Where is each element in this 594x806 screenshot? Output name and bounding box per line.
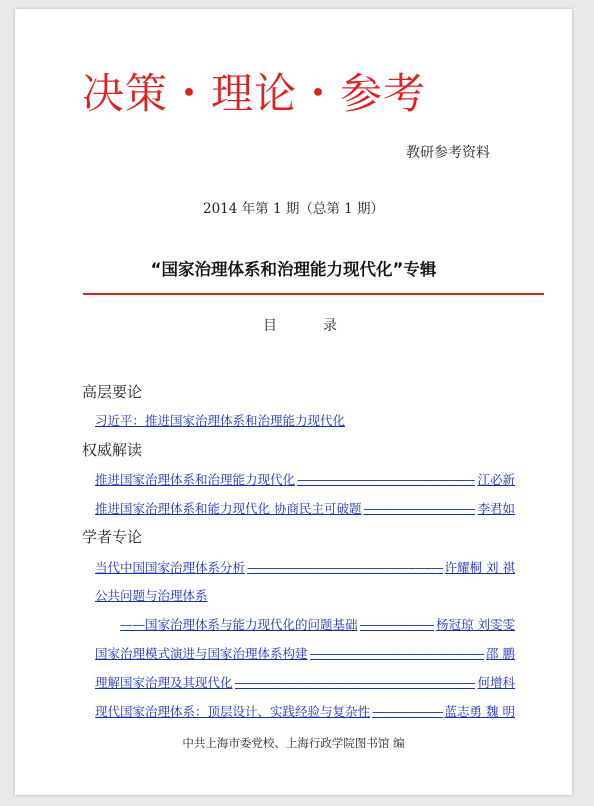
toc-entry-link[interactable] xyxy=(95,673,515,691)
section-heading-authoritative: 权威解读 xyxy=(82,441,143,459)
toc-heading: 目 录 xyxy=(263,318,338,334)
publisher-footer: 中共上海市委党校、上海行政学院图书馆 编 xyxy=(182,736,405,750)
toc-entry-author: 何增科 xyxy=(477,675,515,690)
section-heading-high-level: 高层要论 xyxy=(82,383,143,401)
toc-entry-title: 公共问题与治理体系 xyxy=(95,588,208,603)
section-heading-scholars: 学者专论 xyxy=(82,528,143,546)
special-issue-title: “国家治理体系和治理能力现代化”专辑 xyxy=(150,260,437,279)
dot-leader xyxy=(360,617,435,632)
toc-entry-link[interactable] xyxy=(95,702,515,720)
toc-entry-title: 推进国家治理体系和治理能力现代化 xyxy=(95,472,296,487)
toc-entry-title: 国家治理模式演进与国家治理体系构建 xyxy=(95,646,308,661)
toc-entry-link[interactable] xyxy=(95,558,515,576)
red-divider xyxy=(83,293,544,295)
toc-entry-title: 推进国家治理体系和能力现代化 协商民主可破题 xyxy=(95,501,362,516)
toc-entry-title: 习近平：推进国家治理体系和治理能力现代化 xyxy=(95,413,346,428)
toc-entry-author: 江必新 xyxy=(477,472,515,487)
dot-leader xyxy=(363,501,475,516)
dot-leader xyxy=(235,675,476,690)
dot-leader xyxy=(372,704,443,719)
toc-entry-link[interactable] xyxy=(120,615,515,633)
document-page xyxy=(15,9,572,795)
toc-entry-title: 现代国家治理体系：顶层设计、实践经验与复杂性 xyxy=(95,704,371,719)
masthead-title: 决策・理论・参考 xyxy=(82,69,427,118)
toc-entry-author: 李君如 xyxy=(477,501,515,516)
toc-entry-author: 许耀桐 刘 祺 xyxy=(444,560,515,575)
issue-number: 2014 年第 1 期（总第 1 期） xyxy=(203,201,384,217)
toc-entry-author: 蓝志勇 魏 明 xyxy=(444,704,515,719)
dot-leader xyxy=(247,560,443,575)
dot-leader xyxy=(297,472,475,487)
toc-entry-link[interactable] xyxy=(95,586,208,604)
toc-entry-link[interactable] xyxy=(95,644,515,662)
toc-entry-title: 当代中国国家治理体系分析 xyxy=(95,560,246,575)
toc-entry-title: 理解国家治理及其现代化 xyxy=(95,675,233,690)
subtitle: 教研参考资料 xyxy=(406,145,490,161)
toc-entry-author: 杨冠琼 刘雯雯 xyxy=(436,617,515,632)
dot-leader xyxy=(310,646,485,661)
toc-entry-title: ——国家治理体系与能力现代化的问题基础 xyxy=(120,617,358,632)
toc-entry-link[interactable] xyxy=(95,499,515,517)
toc-entry-author: 邵 鹏 xyxy=(486,646,515,661)
toc-entry-link[interactable] xyxy=(95,470,515,488)
toc-entry-link[interactable] xyxy=(95,411,345,429)
